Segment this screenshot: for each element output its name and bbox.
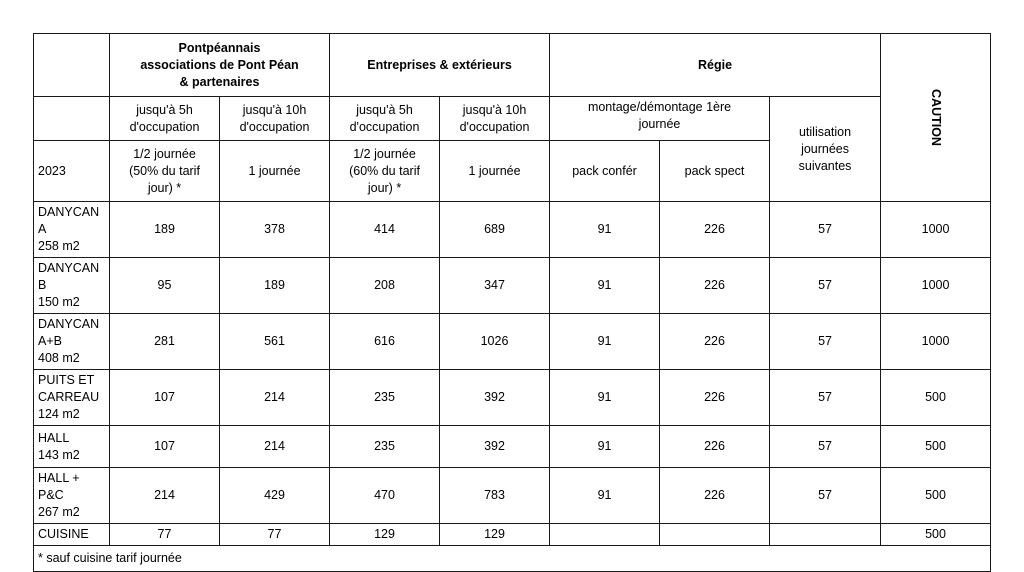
subheader-utilisation-line-1: utilisation [798, 124, 852, 139]
subheader-pp-5h [110, 97, 220, 141]
price-pp-half: 281 [110, 314, 220, 370]
table-row [34, 524, 991, 546]
subheader-ent-5h-line-1: jusqu'à 5h [356, 102, 413, 117]
price-ent-full: 1026 [440, 314, 550, 370]
price-pp-half: 189 [110, 202, 220, 258]
subheader-ent-10h [440, 97, 550, 141]
subheader-pp-5h-line-1: jusqu'à 5h [136, 102, 193, 117]
group-pontpeannais-line-1: Pontpéannais [178, 40, 261, 55]
detail-pack-spect: pack spect [660, 141, 770, 202]
room-name [34, 314, 110, 370]
price-utilisation: 57 [770, 258, 881, 314]
price-pp-half: 214 [110, 468, 220, 524]
room-name [34, 524, 110, 546]
subheader-ent-5h-line-2: d'occupation [349, 119, 420, 134]
subheader-pp-10h [220, 97, 330, 141]
price-ent-full: 689 [440, 202, 550, 258]
subheader-row [34, 97, 991, 141]
price-pack-confer: 91 [550, 426, 660, 468]
price-pack-spect: 226 [660, 314, 770, 370]
table-row [34, 258, 991, 314]
room-area: 124 m2 [38, 407, 80, 421]
detail-ent-half-line-2: (60% du tarif [349, 163, 420, 178]
room-name [34, 426, 110, 468]
caution-header [881, 34, 991, 202]
detail-ent-half-line-1: 1/2 journée [353, 146, 416, 161]
subheader-montage [550, 97, 770, 141]
room-name-line: CARREAU [38, 390, 100, 404]
caution-label: CAUTION [929, 89, 944, 146]
group-pontpeannais-line-2: associations de Pont Péan [140, 57, 299, 72]
price-ent-half: 616 [330, 314, 440, 370]
subheader-ent-10h-line-1: jusqu'à 10h [462, 102, 527, 117]
subheader-blank [34, 97, 110, 141]
price-ent-full: 392 [440, 426, 550, 468]
subheader-ent-5h [330, 97, 440, 141]
table-row [34, 314, 991, 370]
price-pp-half: 107 [110, 370, 220, 426]
subheader-montage-line-2: journée [638, 117, 681, 131]
room-name-line: CUISINE [38, 527, 89, 541]
detail-ent-half-line-3: jour) * [367, 180, 402, 195]
corner-cell [34, 34, 110, 97]
subheader-montage-line-1: montage/démontage 1ère [587, 100, 732, 114]
price-ent-half: 208 [330, 258, 440, 314]
price-ent-half: 414 [330, 202, 440, 258]
subheader-pp-10h-line-1: jusqu'à 10h [242, 102, 307, 117]
price-ent-half: 129 [330, 524, 440, 546]
price-pack-spect: 226 [660, 202, 770, 258]
detail-ent-full: 1 journée [440, 141, 550, 202]
room-name-line: HALL + P&C [38, 471, 80, 502]
room-name [34, 202, 110, 258]
room-area: 267 m2 [38, 505, 80, 519]
detail-ent-half [330, 141, 440, 202]
group-header-row [34, 34, 991, 97]
price-pp-full: 378 [220, 202, 330, 258]
price-caution: 1000 [881, 314, 991, 370]
detail-pp-half-line-3: jour) * [147, 180, 182, 195]
tarifs-table [33, 33, 991, 572]
price-caution: 500 [881, 370, 991, 426]
price-pp-half: 95 [110, 258, 220, 314]
price-ent-half: 235 [330, 370, 440, 426]
price-pack-confer: 91 [550, 468, 660, 524]
footnote: * sauf cuisine tarif journée [34, 546, 991, 572]
price-pack-spect: 226 [660, 258, 770, 314]
price-pack-confer [550, 524, 660, 546]
group-entreprises: Entreprises & extérieurs [330, 34, 550, 97]
price-pp-full: 189 [220, 258, 330, 314]
price-pp-full: 429 [220, 468, 330, 524]
price-caution: 500 [881, 524, 991, 546]
price-ent-half: 235 [330, 426, 440, 468]
price-pack-spect [660, 524, 770, 546]
room-area: 143 m2 [38, 447, 80, 462]
price-pack-spect: 226 [660, 468, 770, 524]
price-ent-full: 783 [440, 468, 550, 524]
price-pack-spect: 226 [660, 370, 770, 426]
price-caution: 500 [881, 426, 991, 468]
price-pp-full: 214 [220, 370, 330, 426]
price-ent-full: 129 [440, 524, 550, 546]
room-name-line: DANYCAN B [38, 261, 100, 292]
room-name [34, 370, 110, 426]
detail-pp-half-line-2: (50% du tarif [129, 163, 200, 178]
price-pp-half: 77 [110, 524, 220, 546]
group-regie: Régie [550, 34, 881, 97]
room-area: 150 m2 [38, 295, 80, 309]
price-utilisation [770, 524, 881, 546]
table-row [34, 426, 991, 468]
price-utilisation: 57 [770, 468, 881, 524]
detail-pack-confer: pack confér [550, 141, 660, 202]
table-row [34, 202, 991, 258]
price-pack-confer: 91 [550, 314, 660, 370]
subheader-pp-5h-line-2: d'occupation [129, 119, 200, 134]
subheader-pp-10h-line-2: d'occupation [239, 119, 310, 134]
subheader-utilisation [770, 97, 881, 202]
room-name [34, 468, 110, 524]
footnote-row [34, 546, 991, 572]
price-pp-full: 214 [220, 426, 330, 468]
room-name-line: A+B [38, 334, 62, 348]
price-pp-half: 107 [110, 426, 220, 468]
room-area: 258 m2 [38, 239, 80, 253]
room-name [34, 258, 110, 314]
price-pack-confer: 91 [550, 202, 660, 258]
group-pontpeannais-line-3: & partenaires [179, 74, 260, 89]
price-ent-half: 470 [330, 468, 440, 524]
price-utilisation: 57 [770, 314, 881, 370]
detail-pp-half [110, 141, 220, 202]
subheader-ent-10h-line-2: d'occupation [459, 119, 530, 134]
price-caution: 1000 [881, 258, 991, 314]
room-name-line: HALL [38, 430, 70, 445]
group-pontpeannais [110, 34, 330, 97]
price-utilisation: 57 [770, 202, 881, 258]
table-row [34, 468, 991, 524]
price-pack-confer: 91 [550, 370, 660, 426]
room-name-line: PUITS ET [38, 373, 95, 387]
detail-pp-half-line-1: 1/2 journée [133, 146, 196, 161]
price-pp-full: 561 [220, 314, 330, 370]
price-pack-confer: 91 [550, 258, 660, 314]
subheader-utilisation-line-3: suivantes [798, 158, 852, 173]
price-pp-full: 77 [220, 524, 330, 546]
room-name-line: DANYCAN A [38, 205, 100, 236]
price-caution: 500 [881, 468, 991, 524]
table-row [34, 370, 991, 426]
detail-pp-full: 1 journée [220, 141, 330, 202]
price-utilisation: 57 [770, 370, 881, 426]
room-area: 408 m2 [38, 351, 80, 365]
price-ent-full: 392 [440, 370, 550, 426]
price-pack-spect: 226 [660, 426, 770, 468]
price-caution: 1000 [881, 202, 991, 258]
price-ent-full: 347 [440, 258, 550, 314]
subheader-utilisation-line-2: journées [801, 141, 850, 156]
price-utilisation: 57 [770, 426, 881, 468]
room-name-line: DANYCAN [38, 317, 100, 331]
year-label: 2023 [34, 141, 110, 202]
